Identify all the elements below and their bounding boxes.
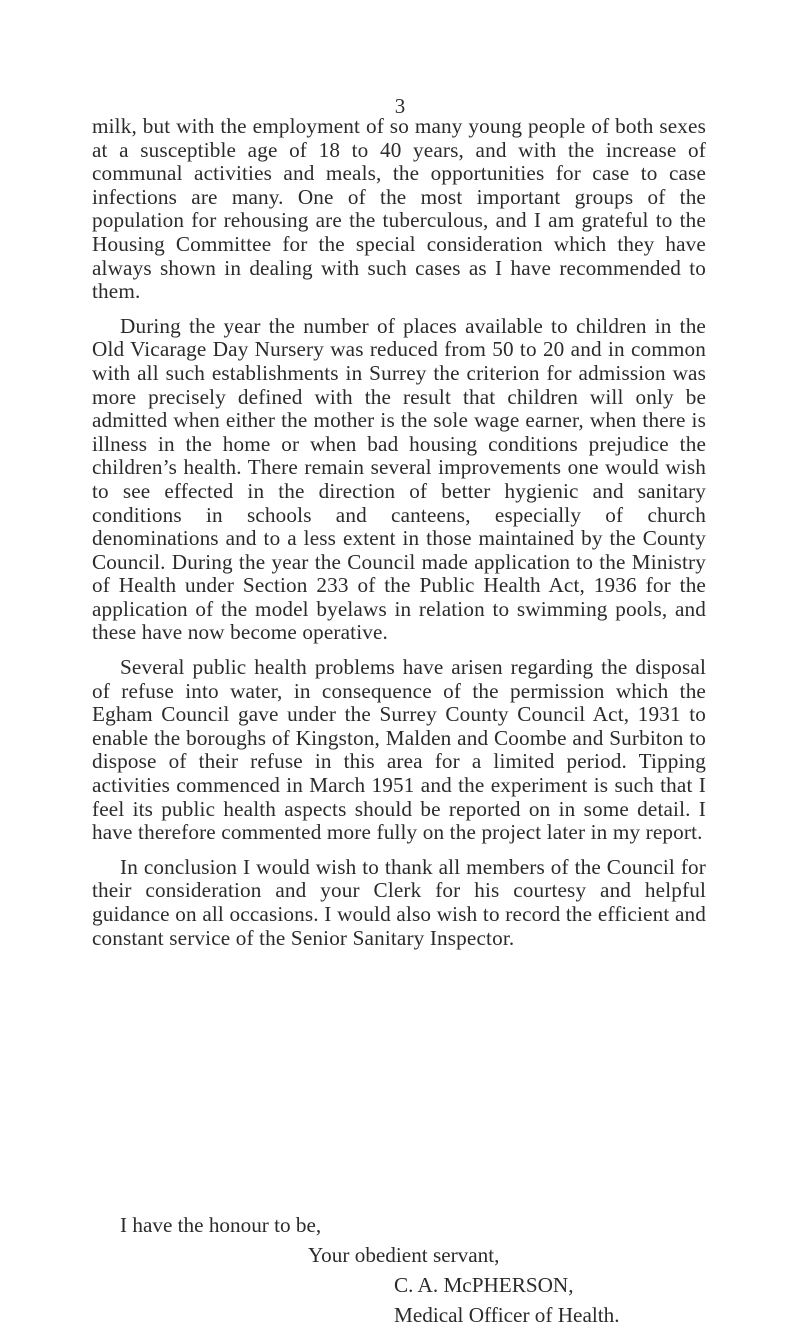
closing-servant: Your obedient servant, bbox=[308, 1243, 500, 1267]
report-body bbox=[92, 115, 706, 961]
paragraph-rehousing: milk, but with the employment of so many young people of both sexes at a susceptible age of 18 to 40 years, and with the increase of communal activities and meals, the opportunities for case to case infections are many. One of the most important groups of the population for rehousing are the tuberculous, and I am grateful to the Housing Committee for the special consideration which they have always shown in dealing with such cases as I have recommended to them. bbox=[92, 114, 706, 304]
paragraph-refuse-disposal: Several public health problems have arisen regarding the disposal of refuse into water, in consequence of the permission which the Egham Council gave under the Surrey County Council Act, 1931 to enable the boroughs of Kingston, Malden and Coombe and Surbiton to dispose of their refuse in this area for a limited period. Tipping activities commenced in March 1951 and the experiment is such that I feel its public health aspects should be reported on in some detail. I have therefore commented more fully on the project later in my report. bbox=[92, 655, 706, 845]
page-number: 3 bbox=[394, 94, 406, 118]
signatory-title: Medical Officer of Health. bbox=[394, 1303, 620, 1327]
paragraph-conclusion: In conclusion I would wish to thank all members of the Council for their consideration and your Clerk for his courtesy and helpful guidance on all occasions. I would also wish to record the efficient and constant service of the Senior Sanitary Inspector. bbox=[92, 854, 706, 950]
signatory-name: C. A. McPHERSON, bbox=[394, 1273, 574, 1297]
closing-honour: I have the honour to be, bbox=[120, 1213, 322, 1237]
paragraph-day-nursery: During the year the number of places available to children in the Old Vicarage Day Nursery was reduced from 50 to 20 and in common with all such establishments in Surrey the criterion for admission was more precisely defined with the result that children will only be admitted when either the mother is the sole wage earner, when there is illness in the home or when bad housing conditions prejudice the children’s health. There remain several improvements one would wish to see effected in the direction of better hygienic and sanitary conditions in schools and canteens, especially of church denominations and to a less extent in those maintained by the County Council. During the year the Council made application to the Ministry of Health under Section 233 of the Public Health Act, 1936 for the application of the model byelaws in relation to swimming pools, and these have now become operative. bbox=[92, 313, 706, 645]
